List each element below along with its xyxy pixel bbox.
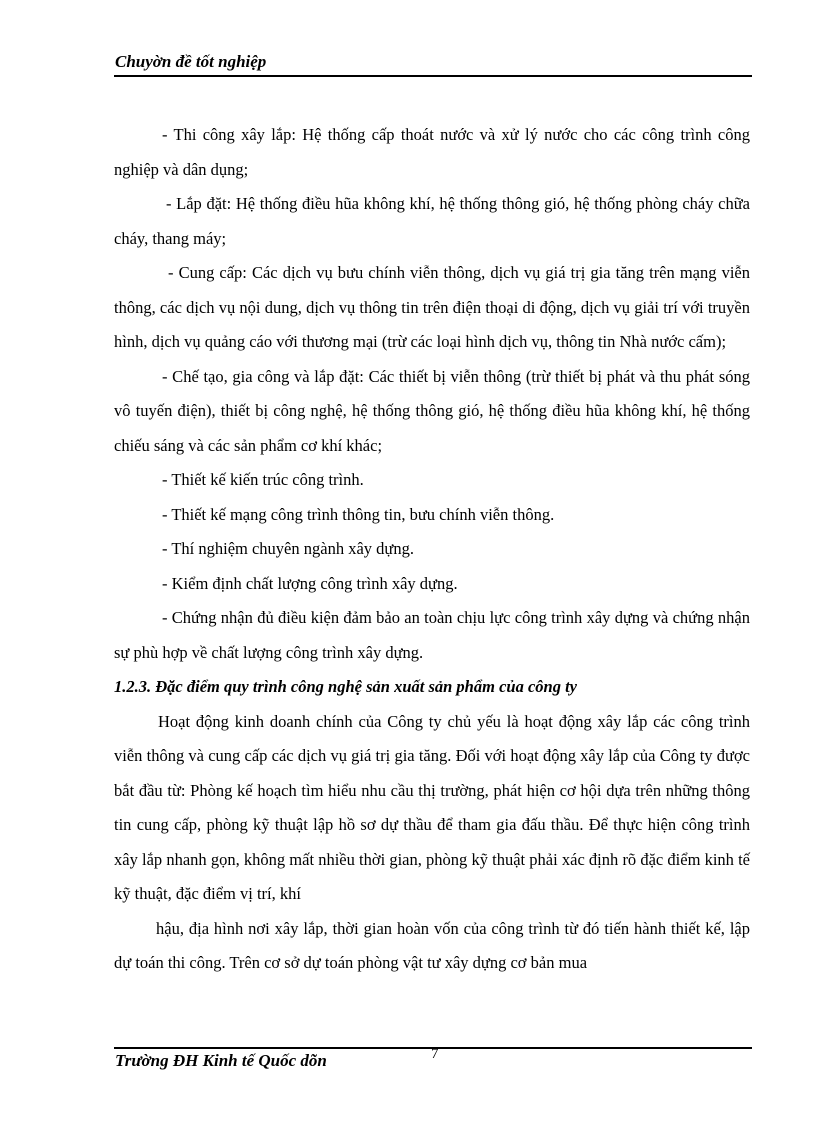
paragraph-supply: - Cung cấp: Các dịch vụ bưu chính viễn thông, dịch vụ giá trị gia tăng trên mạng viễn thông, các dịch vụ nội dung, dịch vụ thông tin trên điện thoại di động, dịch vụ giải trí với truyền hình, dịch vụ quảng cáo với thương mại (trừ các loại hình dịch vụ, thông tin Nhà nước cấm); [114,263,750,351]
paragraph-manufacturing: - Chế tạo, gia công và lắp đặt: Các thiết bị viễn thông (trừ thiết bị phát và thu phát sóng vô tuyến điện), thiết bị công nghệ, hệ thống thông gió, hệ thống điều hũa không khí, hệ thống chiếu sáng và các sản phẩm cơ khí khác; [114,366,750,455]
footer-school: Trường ĐH Kinh tế Quốc dõn [115,1051,327,1070]
list-item: - Thiết kế kiến trúc công trình. [162,470,364,489]
header-title: Chuyờn đề tốt nghiệp [115,52,267,71]
header-rule [114,75,752,77]
list-item: - Thí nghiệm chuyên ngành xây dựng. [162,539,414,558]
paragraph-installation: - Lắp đặt: Hệ thống điều hũa không khí, hệ thống thông gió, hệ thống phòng cháy chữa cháy, thang máy; [114,194,750,248]
section-paragraph: Hoạt động kinh doanh chính của Công ty chủ yếu là hoạt động xây lắp các công trình viễn thông và cung cấp các dịch vụ giá trị gia tăng. Đối với hoạt động xây lắp của Công ty được bắt đầu từ: Phòng kế hoạch tìm hiểu nhu cầu thị trường, phát hiện cơ hội dựa trên những thông tin cung cấp, phòng kỹ thuật lập hồ sơ dự thầu để tham gia đấu thầu. Để thực hiện công trình xây lắp nhanh gọn, không mất nhiều thời gian, phòng kỹ thuật phải xác định rõ đặc điểm kinh tế kỹ thuật, đặc điểm vị trí, khí [114,711,750,903]
page-number: 7 [431,1046,439,1062]
list-item: - Thiết kế mạng công trình thông tin, bưu chính viễn thông. [162,504,555,524]
paragraph-certification: - Chứng nhận đủ điều kiện đảm bảo an toàn chịu lực công trình xây dựng và chứng nhận sự phù hợp về chất lượng công trình xây dựng. [114,608,750,662]
list-item: - Kiểm định chất lượng công trình xây dựng. [162,573,458,593]
section-heading: 1.2.3. Đặc điểm quy trình công nghệ sản xuất sản phẩm của công ty [114,677,577,696]
paragraph-construction: - Thi công xây lắp: Hệ thống cấp thoát nước và xử lý nước cho các công trình công nghiệp và dân dụng; [114,125,750,179]
document-body [114,118,750,981]
section-paragraph-continued: hậu, địa hình nơi xây lắp, thời gian hoàn vốn của công trình từ đó tiến hành thiết kế, lập dự toán thi công. Trên cơ sở dự toán phòng vật tư xây dựng cơ bản mua [114,918,750,972]
